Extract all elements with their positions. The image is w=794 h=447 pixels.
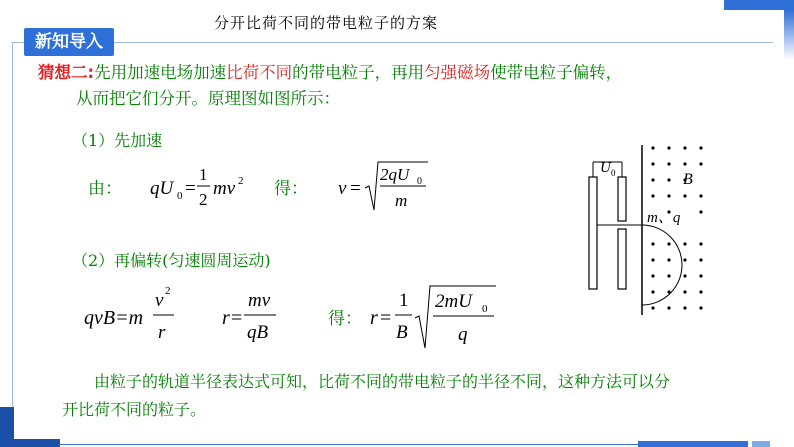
eq1-sqrt-num-sub: 0 bbox=[417, 176, 422, 187]
eq2-r: r bbox=[222, 307, 230, 329]
eq2-one: 1 bbox=[399, 290, 409, 311]
eq1-v: v bbox=[338, 178, 347, 199]
eq1-prefix: 由： bbox=[88, 179, 122, 198]
hypothesis-highlight-charge-ratio: 比荷不同 bbox=[226, 63, 293, 82]
eq1-equals2: = bbox=[350, 178, 361, 199]
right-plate-upper bbox=[618, 177, 626, 221]
hypothesis-seg3: 的带电粒子，再用 bbox=[292, 63, 425, 82]
hypothesis-seg1: 先用加速电场加速 bbox=[94, 63, 227, 82]
eq2-sqrt-num-sub: 0 bbox=[482, 303, 488, 315]
bottom-divider bbox=[58, 444, 644, 445]
section-badge: 新知导入 bbox=[24, 28, 114, 56]
eq2-r-num: mv bbox=[248, 290, 271, 311]
eq2-sqrt-den: q bbox=[458, 324, 468, 345]
eq2-frac-num-sup: 2 bbox=[165, 285, 171, 297]
corner-decoration-bottom-left bbox=[0, 407, 14, 447]
eq2-r2: r bbox=[370, 307, 378, 329]
hypothesis-seg5: 使带电粒子偏转， bbox=[490, 63, 623, 82]
eq1-get: 得： bbox=[274, 179, 308, 198]
bottom-accent-bar-light bbox=[752, 441, 770, 447]
eq1-equals: = bbox=[185, 178, 196, 199]
eq2-equals2: = bbox=[380, 307, 392, 329]
step1-label: （1）先加速 bbox=[72, 131, 163, 150]
hypothesis-line2: 从而把它们分开。原理图如图所示： bbox=[76, 89, 340, 108]
eq1-sqrt-den: m bbox=[395, 191, 408, 210]
step2-label: （2）再偏转(匀速圆周运动) bbox=[72, 251, 271, 270]
eq1-lhs: qU bbox=[150, 178, 174, 199]
hypothesis-highlight-magnetic-field: 匀强磁场 bbox=[424, 63, 491, 82]
eq2-frac-num: v bbox=[155, 290, 164, 311]
corner-decoration-right bbox=[784, 10, 794, 60]
hypothesis-label: 猜想二 bbox=[38, 63, 88, 82]
eq2-r-den: qB bbox=[247, 322, 269, 343]
eq2-equals: = bbox=[231, 307, 243, 329]
eq1-frac-num: 1 bbox=[199, 165, 208, 184]
deflection-equation bbox=[84, 282, 514, 354]
eq2-B: B bbox=[396, 322, 408, 343]
bottom-accent-bar bbox=[638, 441, 748, 447]
eq2-lhs: qvB=m bbox=[84, 307, 144, 329]
voltage-label-sub: 0 bbox=[611, 168, 616, 178]
eq1-frac-den: 2 bbox=[199, 190, 208, 209]
particle-trajectory bbox=[642, 225, 682, 305]
particle-label: m、q bbox=[647, 210, 681, 226]
page-title: 分开比荷不同的带电粒子的方案 bbox=[214, 14, 439, 32]
hypothesis-text bbox=[38, 60, 768, 112]
right-plate-lower bbox=[618, 229, 626, 289]
eq1-lhs-sub: 0 bbox=[177, 190, 183, 202]
hypothesis-colon: : bbox=[87, 63, 95, 82]
eq1-rhs-sup: 2 bbox=[238, 175, 244, 187]
eq2-sqrt-num: 2mU bbox=[435, 291, 472, 312]
voltage-label: U bbox=[600, 160, 611, 176]
acceleration-equation bbox=[88, 158, 468, 218]
eq2-get: 得： bbox=[328, 309, 362, 328]
eq2-frac-den: r bbox=[158, 322, 166, 343]
eq1-sqrt-num: 2qU bbox=[380, 165, 410, 184]
eq1-rhs: mv bbox=[213, 178, 236, 199]
conclusion-text: 由粒子的轨道半径表达式可知，比荷不同的带电粒子的半径不同，这种方法可以分开比荷不同的粒子。 bbox=[62, 372, 671, 419]
left-plate bbox=[589, 177, 597, 289]
corner-decoration-bottom-left-bar bbox=[14, 439, 60, 447]
corner-decoration-top bbox=[724, 0, 794, 10]
field-label: B bbox=[683, 171, 693, 188]
principle-diagram bbox=[580, 140, 730, 320]
